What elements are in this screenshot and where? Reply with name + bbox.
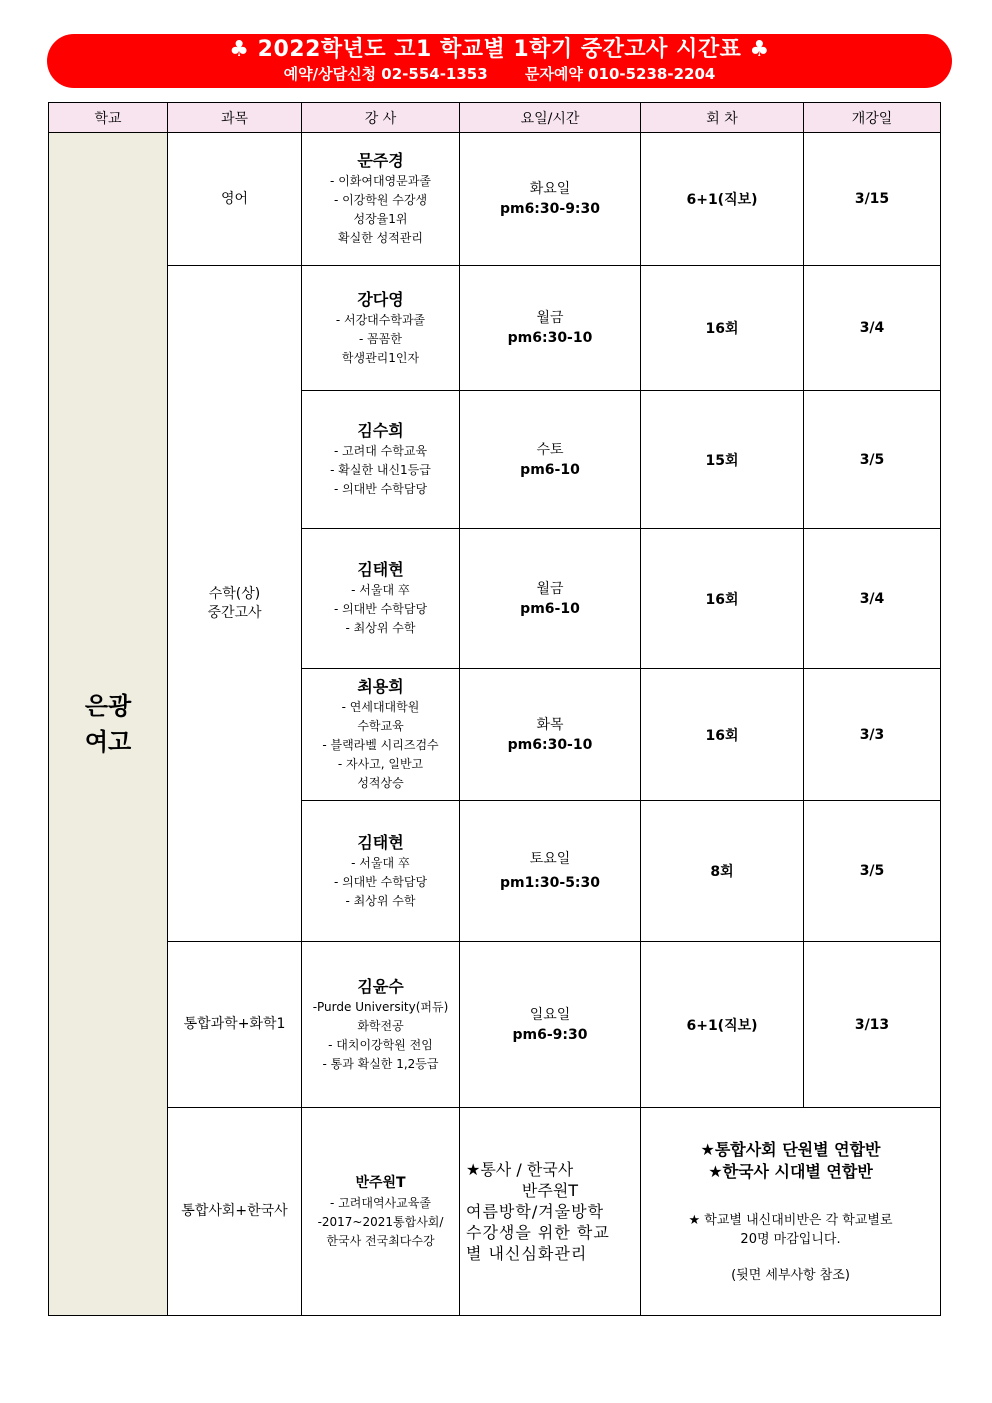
teacher-desc: -Purde University(퍼듀) — [312, 999, 449, 1014]
teacher-desc: - 통과 확실한 1,2등급 — [322, 1056, 439, 1071]
sms-contact: 문자예약 010-5238-2204 — [524, 65, 716, 83]
teacher-desc: 한국사 전국최다수강 — [326, 1234, 435, 1248]
schedule-cell — [460, 529, 641, 669]
sessions-cell: 16회 — [641, 669, 804, 801]
phone-contact: 예약/상담신청 02-554-1353 — [283, 65, 488, 83]
teacher-desc: 확실한 성적관리 — [338, 231, 423, 245]
schedule-note: 반주원T — [521, 1181, 579, 1200]
start-date-cell: 3/5 — [804, 801, 941, 942]
teacher-name: 문주경 — [357, 151, 404, 170]
header-row — [49, 103, 941, 133]
teacher-desc: - 고려대역사교육졸 — [330, 1196, 431, 1210]
teacher-desc: - 대치이강학원 전임 — [328, 1037, 433, 1052]
teacher-desc: 화학전공 — [357, 1018, 404, 1033]
schedule-day: 월금 — [536, 580, 564, 597]
teacher-name: 최용희 — [357, 677, 404, 696]
teacher-cell — [302, 942, 460, 1108]
col-header-school: 학교 — [49, 103, 168, 133]
table-row — [49, 266, 941, 391]
teacher-desc: - 이강학원 수강생 — [333, 193, 428, 207]
teacher-cell — [302, 669, 460, 801]
teacher-name: 김태현 — [357, 560, 404, 579]
schedule-time: pm6-10 — [520, 461, 580, 478]
teacher-cell — [302, 801, 460, 942]
start-date-cell: 3/4 — [804, 266, 941, 391]
teacher-desc: 학생관리1인자 — [341, 350, 420, 365]
sessions-cell: 8회 — [641, 801, 804, 942]
teacher-name: 반주원T — [355, 1175, 406, 1191]
start-date-cell: 3/5 — [804, 391, 941, 529]
schedule-cell — [460, 266, 641, 391]
col-header-subject: 과목 — [168, 103, 302, 133]
start-date-cell: 3/4 — [804, 529, 941, 669]
teacher-cell — [302, 133, 460, 266]
school-name-line1: 은광 — [84, 692, 132, 720]
teacher-desc: - 의대반 수학담당 — [333, 874, 428, 889]
table-row — [49, 942, 941, 1108]
teacher-name: 김윤수 — [357, 976, 404, 996]
col-header-teacher: 강 사 — [302, 103, 460, 133]
subject-cell — [168, 133, 302, 266]
start-date-cell: 3/13 — [804, 942, 941, 1108]
school-name-line2: 여고 — [84, 728, 132, 756]
teacher-desc: - 서울대 卒 — [351, 855, 410, 870]
sessions-cell: 15회 — [641, 391, 804, 529]
schedule-table — [48, 102, 941, 1316]
col-header-sessions: 회 차 — [641, 103, 804, 133]
teacher-cell — [302, 529, 460, 669]
schedule-day: 화요일 — [529, 181, 571, 197]
teacher-name: 강다영 — [357, 289, 404, 309]
note-line: ★한국사 시대별 연합반 — [708, 1161, 873, 1181]
schedule-day: 수토 — [536, 441, 564, 458]
sessions-cell: 16회 — [641, 266, 804, 391]
school-cell — [49, 133, 168, 1316]
schedule-note: ★통사 / 한국사 — [466, 1160, 574, 1179]
page-title: ♣ 2022학년도 고1 학교별 1학기 중간고사 시간표 ♣ — [229, 37, 770, 62]
sessions-cell: 6+1(직보) — [641, 133, 804, 266]
col-header-start: 개강일 — [804, 103, 941, 133]
schedule-note: 여름방학/겨울방학 — [466, 1202, 605, 1221]
teacher-cell — [302, 266, 460, 391]
teacher-cell — [302, 391, 460, 529]
schedule-time: pm6:30-9:30 — [499, 201, 601, 217]
schedule-note: 수강생을 위한 학교 — [466, 1223, 610, 1242]
schedule-time: pm6-9:30 — [512, 1026, 588, 1043]
teacher-desc: 수학교육 — [357, 719, 404, 733]
teacher-desc: - 고려대 수학교육 — [333, 444, 428, 458]
table-row — [49, 133, 941, 266]
schedule-day: 화목 — [536, 716, 564, 733]
teacher-desc: - 의대반 수학담당 — [333, 482, 428, 496]
teacher-desc: - 최상위 수학 — [345, 621, 416, 635]
schedule-cell — [460, 942, 641, 1108]
schedule-cell — [460, 133, 641, 266]
schedule-cell — [460, 801, 641, 942]
note-line: ★ 학교별 내신대비반은 각 학교별로 — [688, 1212, 893, 1228]
note-line: (뒷면 세부사항 참조) — [731, 1267, 850, 1283]
subject-english: 영어 — [220, 190, 249, 207]
subject-social: 통합사회+한국사 — [181, 1203, 288, 1219]
subject-cell — [168, 266, 302, 942]
teacher-desc: - 이화여대영문과졸 — [330, 174, 431, 188]
note-line: ★통합사회 단원별 연합반 — [700, 1139, 881, 1159]
teacher-desc: - 최상위 수학 — [345, 893, 416, 908]
subject-math-line2: 중간고사 — [207, 604, 262, 621]
schedule-time: pm1:30-5:30 — [499, 875, 601, 891]
subject-cell — [168, 1108, 302, 1316]
teacher-desc: - 자사고, 일반고 — [337, 757, 424, 771]
schedule-day: 월금 — [536, 310, 564, 326]
contact-line — [47, 65, 952, 83]
teacher-desc: - 확실한 내신1등급 — [330, 463, 431, 477]
sessions-cell: 16회 — [641, 529, 804, 669]
subject-cell — [168, 942, 302, 1108]
teacher-name: 김태현 — [357, 832, 404, 852]
schedule-time: pm6:30-10 — [507, 330, 593, 346]
teacher-desc: - 의대반 수학담당 — [333, 602, 428, 616]
table-row — [49, 1108, 941, 1316]
title-banner — [47, 34, 952, 88]
teacher-desc: - 서울대 卒 — [351, 583, 410, 597]
start-date-cell: 3/3 — [804, 669, 941, 801]
subject-math-line1: 수학(상) — [208, 585, 261, 602]
schedule-time: pm6:30-10 — [507, 736, 593, 753]
notes-cell — [641, 1108, 941, 1316]
teacher-desc: 성장율1위 — [353, 212, 408, 226]
schedule-time: pm6-10 — [520, 600, 580, 617]
teacher-desc: - 블랙라벨 시리즈검수 — [322, 738, 439, 752]
col-header-schedule: 요일/시간 — [460, 103, 641, 133]
note-line: 20명 마감입니다. — [740, 1231, 841, 1247]
schedule-cell — [460, 391, 641, 529]
teacher-desc: - 연세대대학원 — [341, 700, 420, 714]
start-date-cell: 3/15 — [804, 133, 941, 266]
teacher-desc: -2017~2021통합사회/ — [317, 1215, 444, 1229]
schedule-cell — [460, 1108, 641, 1316]
schedule-day: 토요일 — [529, 851, 571, 867]
teacher-desc: 성적상승 — [357, 776, 404, 790]
subject-science: 통합과학+화학1 — [183, 1016, 286, 1032]
teacher-desc: - 꼼꼼한 — [359, 331, 402, 346]
schedule-day: 일요일 — [529, 1006, 571, 1023]
schedule-cell — [460, 669, 641, 801]
schedule-note: 별 내신심화관리 — [466, 1244, 588, 1263]
teacher-cell — [302, 1108, 460, 1316]
teacher-name: 김수희 — [357, 421, 404, 440]
sessions-cell: 6+1(직보) — [641, 942, 804, 1108]
teacher-desc: - 서강대수학과졸 — [335, 312, 426, 327]
